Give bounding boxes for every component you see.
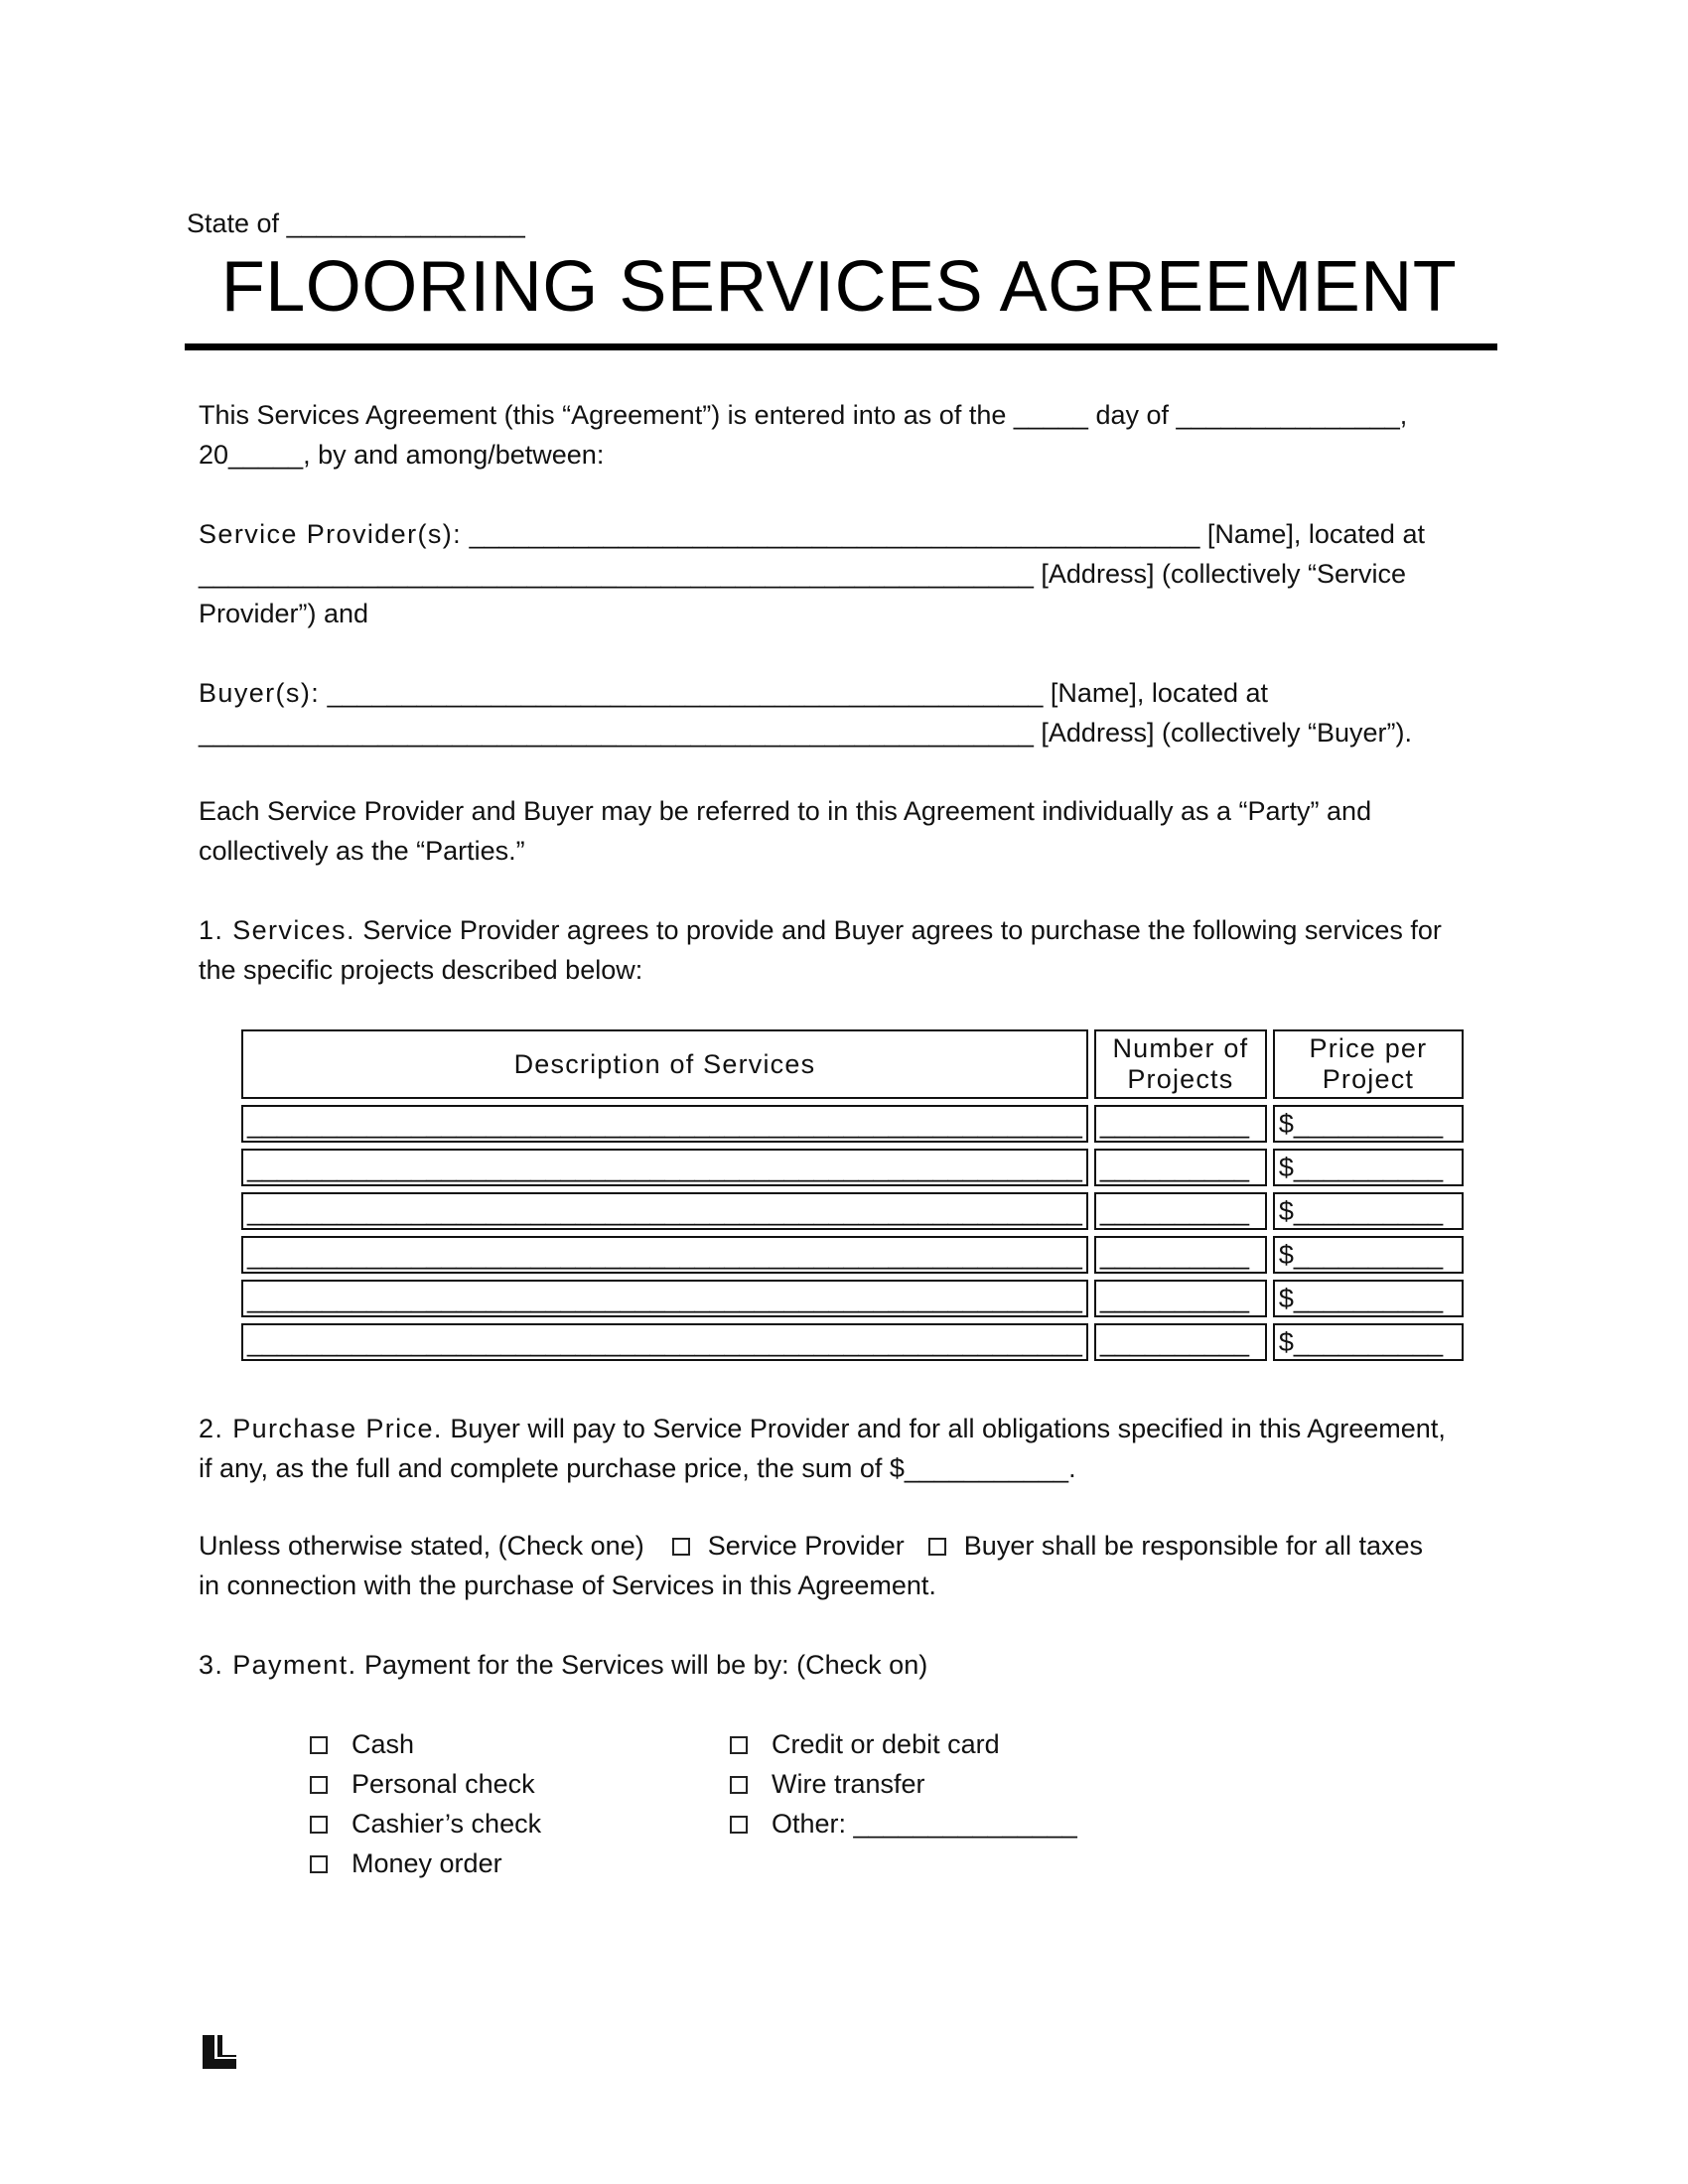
section-3-text: Payment for the Services will be by: (Check on)	[356, 1650, 928, 1680]
price-field[interactable]: $__________	[1273, 1280, 1464, 1317]
checkbox[interactable]	[310, 1855, 328, 1873]
description-field[interactable]: ________________________________________________________	[241, 1192, 1088, 1230]
payment-option-label: Cashier’s check	[352, 1809, 542, 1839]
service-provider-name-field: _________________________________________________ [Name], located at	[462, 519, 1425, 549]
table-row	[241, 1323, 1464, 1361]
table-row	[241, 1280, 1464, 1317]
buyer-label: Buyer(s):	[199, 678, 321, 708]
number-field[interactable]: __________	[1094, 1105, 1267, 1143]
payment-option-money-order[interactable]	[310, 1843, 502, 1883]
taxes-option-service-provider: Service Provider	[707, 1531, 905, 1561]
table-row	[241, 1149, 1464, 1186]
header-price-line-1: Price per	[1309, 1033, 1428, 1063]
parties-line-2: collectively as the “Parties.”	[199, 836, 525, 866]
service-provider-line-3: Provider”) and	[199, 599, 369, 628]
buyer-address-field: ________________________________________________________ [Address] (collectively “Buyer”).	[199, 718, 1413, 748]
payment-option-cashiers-check[interactable]	[310, 1804, 541, 1843]
description-field[interactable]: ________________________________________________________	[241, 1105, 1088, 1143]
intro-paragraph	[199, 395, 1489, 475]
buyer-name-field: ________________________________________________ [Name], located at	[320, 678, 1269, 708]
parties-paragraph	[199, 791, 1489, 871]
payment-option-label: Money order	[352, 1848, 502, 1878]
parties-line-1: Each Service Provider and Buyer may be referred to in this Agreement individually as a “Party” and	[199, 796, 1372, 826]
price-field[interactable]: $__________	[1273, 1192, 1464, 1230]
header-description: Description of Services	[241, 1029, 1088, 1099]
number-field[interactable]: __________	[1094, 1236, 1267, 1274]
taxes-line-2: in connection with the purchase of Services in this Agreement.	[199, 1570, 936, 1600]
taxes-buyer-checkbox[interactable]	[928, 1538, 946, 1556]
service-provider-label: Service Provider(s):	[199, 519, 463, 549]
table-row	[241, 1192, 1464, 1230]
checkbox[interactable]	[730, 1736, 748, 1754]
checkbox[interactable]	[310, 1816, 328, 1834]
state-line: State of ________________	[187, 208, 525, 238]
price-field[interactable]: $__________	[1273, 1149, 1464, 1186]
taxes-option-buyer: Buyer shall be responsible for all taxes	[963, 1531, 1424, 1561]
section-3-heading: 3. Payment.	[199, 1650, 357, 1680]
section-2-line-2: if any, as the full and complete purchase price, the sum of $___________.	[199, 1453, 1076, 1483]
payment-option-label: Wire transfer	[772, 1769, 925, 1799]
taxes-paragraph	[199, 1526, 1489, 1605]
payment-option-label: Other: _______________	[772, 1809, 1077, 1839]
checkbox[interactable]	[310, 1736, 328, 1754]
payment-option-label: Credit or debit card	[772, 1729, 1000, 1759]
intro-line-2: 20_____, by and among/between:	[199, 440, 605, 470]
payment-option-personal-check[interactable]	[310, 1764, 535, 1804]
payment-option-wire-transfer[interactable]	[730, 1764, 925, 1804]
description-field[interactable]: ________________________________________________________	[241, 1236, 1088, 1274]
buyer-paragraph	[199, 673, 1489, 752]
header-number-line-1: Number of	[1112, 1033, 1249, 1063]
taxes-prefix: Unless otherwise stated, (Check one)	[199, 1531, 644, 1561]
section-2-purchase-price	[199, 1409, 1489, 1488]
table-row	[241, 1105, 1464, 1143]
checkbox[interactable]	[730, 1776, 748, 1794]
table-row	[241, 1236, 1464, 1274]
section-2-text: Buyer will pay to Service Provider and for all obligations specified in this Agreement,	[442, 1414, 1446, 1443]
service-provider-address-field: ________________________________________________________ [Address] (collectively “Service	[199, 559, 1407, 589]
payment-option-cash[interactable]	[310, 1724, 414, 1764]
section-1-heading: 1. Services.	[199, 915, 355, 945]
section-2-heading: 2. Purchase Price.	[199, 1414, 443, 1443]
description-field[interactable]: ________________________________________________________	[241, 1280, 1088, 1317]
checkbox[interactable]	[730, 1816, 748, 1834]
title-divider	[185, 343, 1497, 350]
taxes-service-provider-checkbox[interactable]	[672, 1538, 690, 1556]
payment-option-label: Cash	[352, 1729, 415, 1759]
payment-option-credit-debit-card[interactable]	[730, 1724, 1000, 1764]
payment-option-other[interactable]	[730, 1804, 1077, 1843]
checkbox[interactable]	[310, 1776, 328, 1794]
section-3-payment	[199, 1645, 1489, 1685]
price-field[interactable]: $__________	[1273, 1323, 1464, 1361]
header-price-line-2: Project	[1322, 1064, 1415, 1094]
number-field[interactable]: __________	[1094, 1149, 1267, 1186]
section-1-text: Service Provider agrees to provide and Buyer agrees to purchase the following services for	[354, 915, 1442, 945]
section-1-line-2: the specific projects described below:	[199, 955, 643, 985]
section-1-services	[199, 910, 1489, 990]
header-number-line-2: Projects	[1127, 1064, 1234, 1094]
payment-option-label: Personal check	[352, 1769, 535, 1799]
description-field[interactable]: ________________________________________________________	[241, 1323, 1088, 1361]
service-provider-paragraph	[199, 514, 1489, 633]
number-field[interactable]: __________	[1094, 1192, 1267, 1230]
header-number-of-projects	[1094, 1029, 1267, 1099]
price-field[interactable]: $__________	[1273, 1105, 1464, 1143]
number-field[interactable]: __________	[1094, 1280, 1267, 1317]
price-field[interactable]: $__________	[1273, 1236, 1464, 1274]
number-field[interactable]: __________	[1094, 1323, 1267, 1361]
page-title: FLOORING SERVICES AGREEMENT	[220, 247, 1458, 327]
header-price-per-project	[1273, 1029, 1464, 1099]
intro-line-1: This Services Agreement (this “Agreement”) is entered into as of the _____ day of _______________,	[199, 400, 1408, 430]
description-field[interactable]: ________________________________________________________	[241, 1149, 1088, 1186]
brand-logo-icon	[201, 2033, 238, 2071]
services-table	[235, 1024, 1470, 1367]
services-table-header-row	[241, 1029, 1464, 1099]
